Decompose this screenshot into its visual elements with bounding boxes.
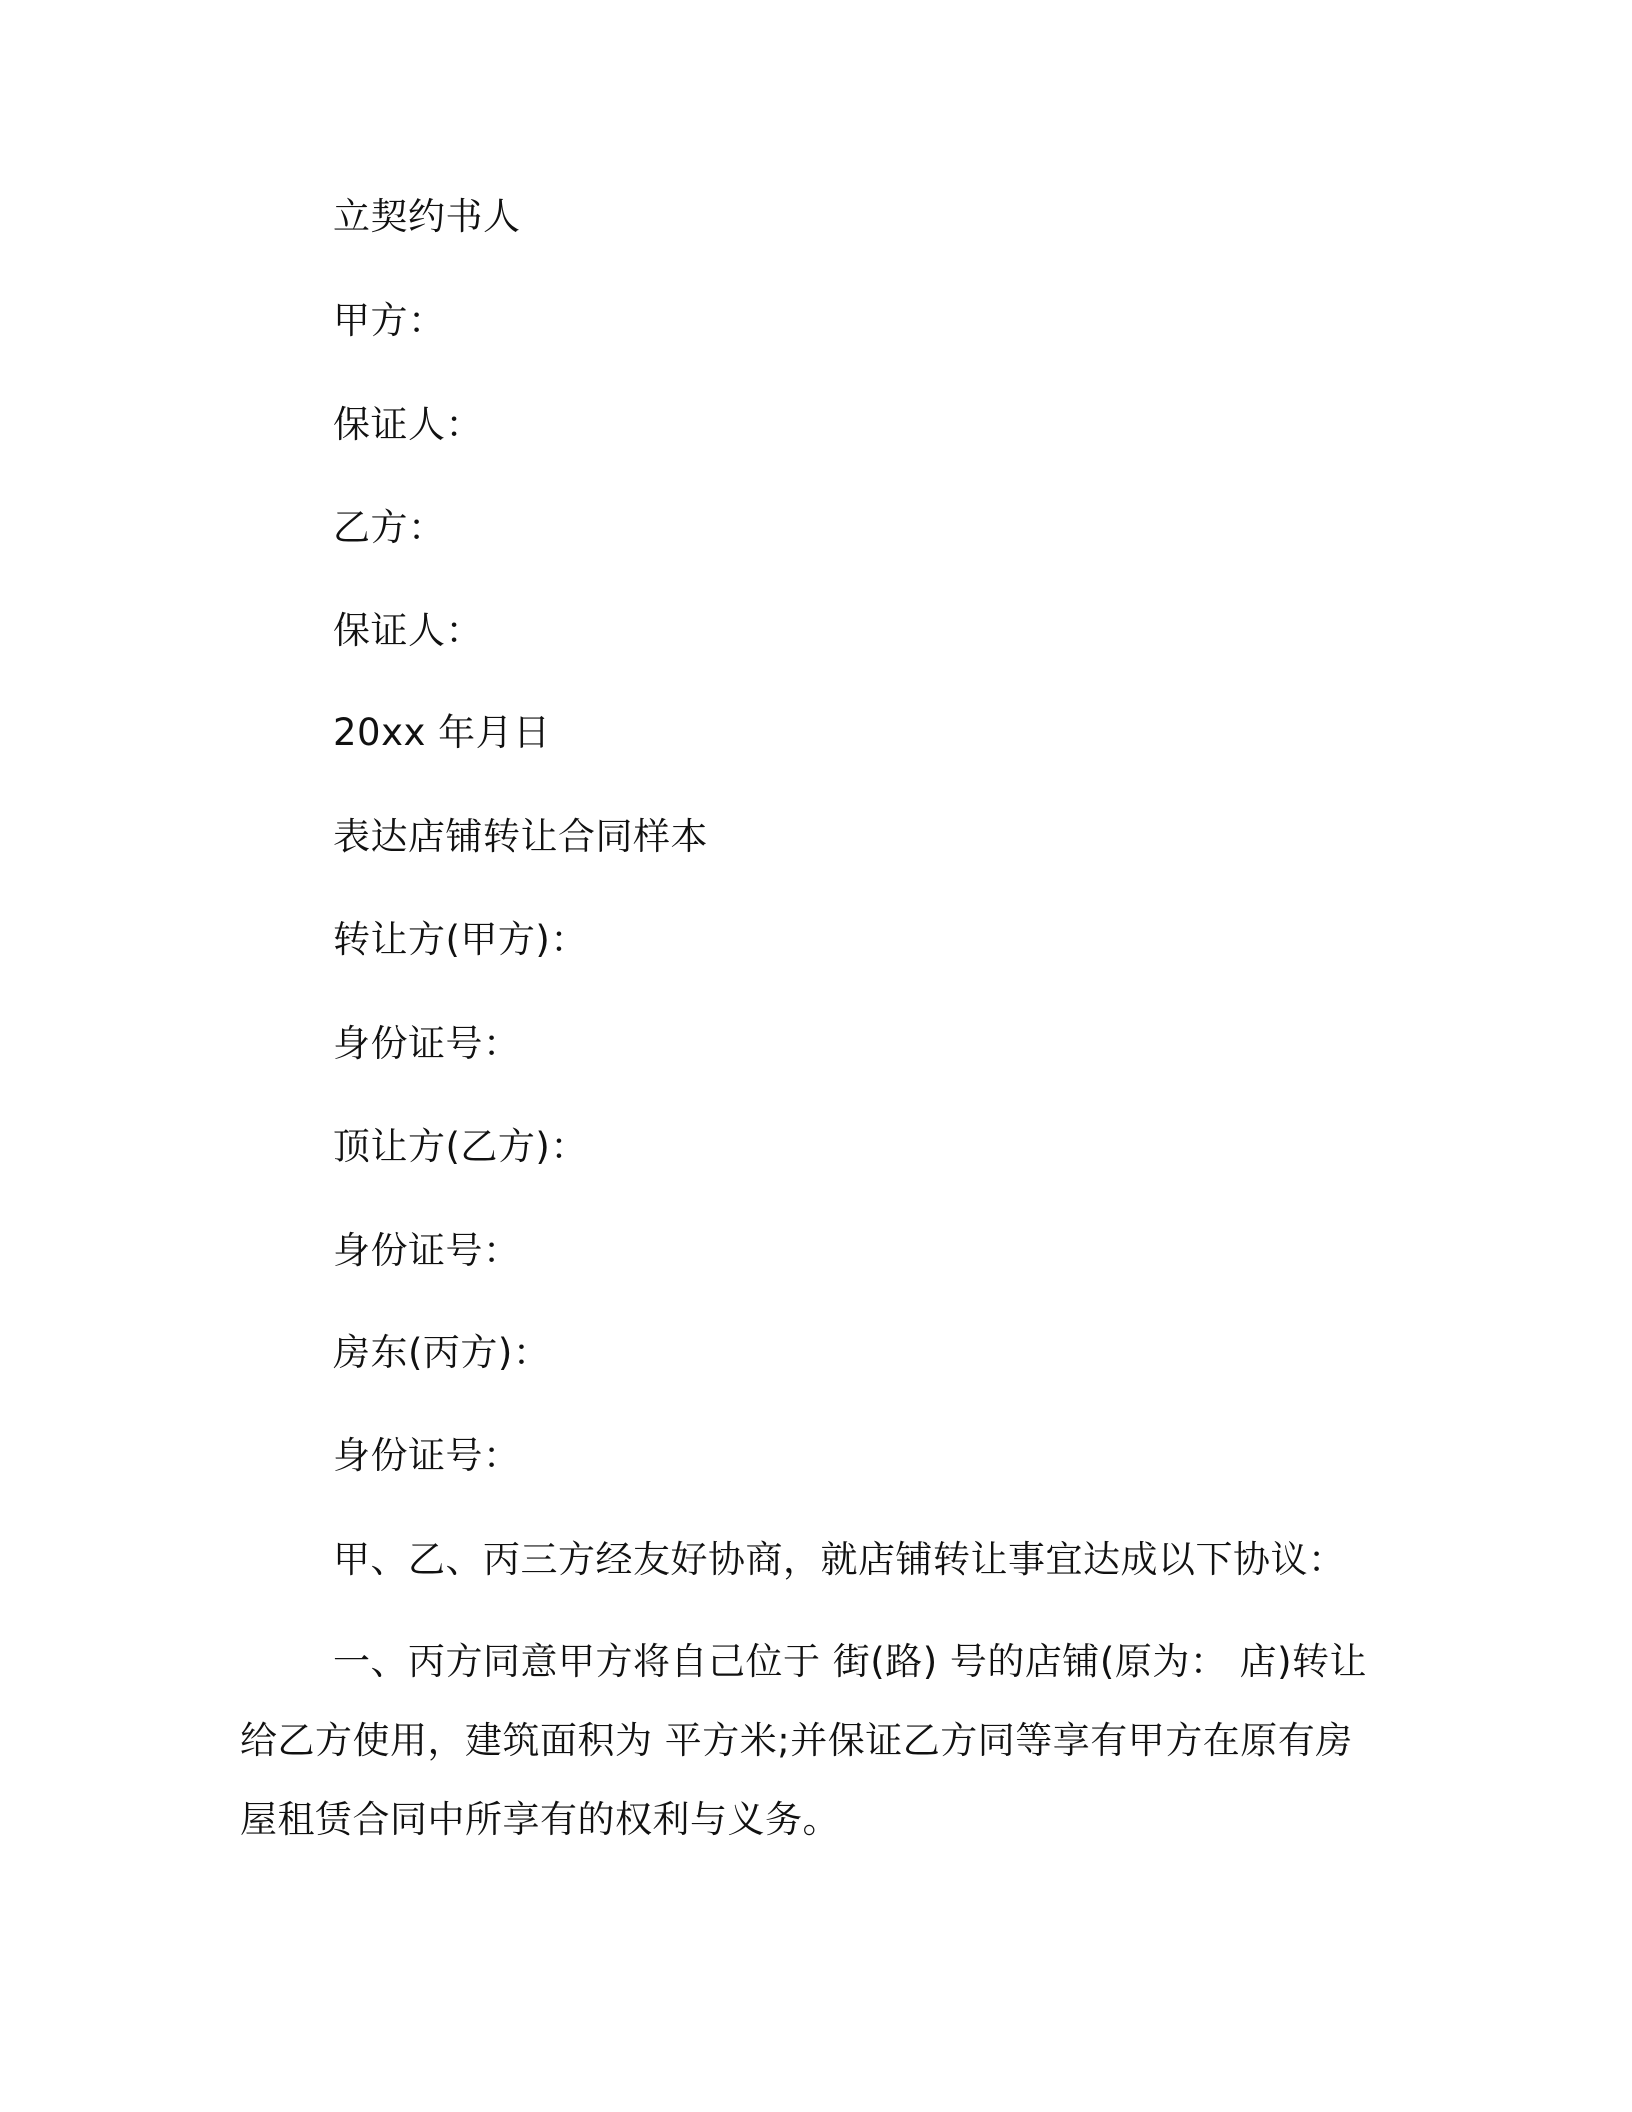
guarantor-b-label: 保证人： (333, 609, 483, 652)
clause-1-paragraph: 一、丙方同意甲方将自己位于 街(路) 号的店铺(原为： 店)转让给乙方使用，建筑面积为 平方米;并保证乙方同等享有甲方在原有房屋租赁合同中所享有的权利与义务。 (240, 1640, 1368, 1841)
transferee-id-label: 身份证号： (333, 1229, 521, 1272)
guarantor-a-label: 保证人： (333, 403, 483, 446)
landlord-label: 房东(丙方)： (333, 1331, 551, 1374)
party-a-label: 甲方： (333, 299, 446, 342)
agreement-intro: 甲、乙、丙三方经友好协商，就店铺转让事宜达成以下协议： (333, 1538, 1346, 1581)
date-line: 20xx 年月日 (333, 711, 551, 754)
landlord-id-label: 身份证号： (333, 1434, 521, 1477)
contract-title: 表达店铺转让合同样本 (333, 815, 708, 858)
transferor-id-label: 身份证号： (333, 1022, 521, 1065)
transferee-label: 顶让方(乙方)： (333, 1125, 588, 1168)
party-b-label: 乙方： (333, 506, 446, 549)
transferor-label: 转让方(甲方)： (333, 918, 588, 961)
signatories-heading: 立契约书人 (333, 195, 521, 238)
